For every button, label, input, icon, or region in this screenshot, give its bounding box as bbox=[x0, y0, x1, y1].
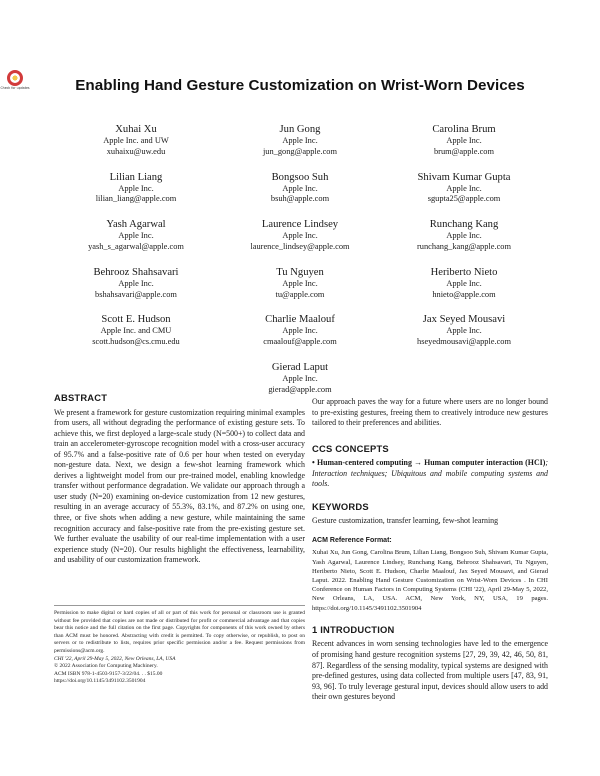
ccs-primary: Human-centered computing → Human computer interaction (HCI) bbox=[316, 458, 546, 468]
author-name: Shivam Kumar Gupta bbox=[417, 171, 511, 183]
author-email: laurence_lindsey@apple.com bbox=[250, 241, 350, 251]
author-email: xuhaixu@uw.edu bbox=[106, 146, 166, 156]
author-email: cmaalouf@apple.com bbox=[263, 337, 337, 347]
author-name: Heriberto Nieto bbox=[430, 266, 498, 278]
reference-format-text: Xuhai Xu, Jun Gong, Carolina Brum, Lilian Liang, Bongsoo Suh, Shivam Kumar Gupta, Yash Agarwal, Laurence Lindsey, Runchang Kang, Behrooz Shahsavari, Tu Nguyen, Heriberto Nieto, Scott E. Hudson, Charlie Maalouf, Jax Seyed Mousavi, and Gierad Laput. 2022. Enabling Hand Gesture Customization on Wrist-Worn Devices . In CHI Conference on Human Factors in Computing Systems (CHI '22), April 29-May 5, 2022, New Orleans, LA, USA. ACM, New York, NY, USA, 19 pages. https://doi.org/10.1145/3491102.3501904 bbox=[312, 549, 548, 612]
author bbox=[382, 313, 546, 348]
author-email: jun_gong@apple.com bbox=[262, 146, 337, 156]
author-name: Runchang Kang bbox=[429, 219, 499, 231]
author-name: Jax Seyed Mousavi bbox=[422, 314, 506, 326]
author-name: Scott E. Hudson bbox=[101, 314, 171, 326]
author bbox=[218, 123, 382, 158]
author-name: Jun Gong bbox=[279, 124, 321, 135]
doi-link[interactable]: https://doi.org/10.1145/3491102.3501904 bbox=[54, 678, 146, 685]
author-affiliation: Apple Inc. bbox=[118, 183, 154, 193]
author-email: runchang_kang@apple.com bbox=[417, 241, 511, 251]
author-name: Bongsoo Suh bbox=[271, 171, 329, 183]
ccs-bullet: • bbox=[312, 458, 315, 468]
author-name: Yash Agarwal bbox=[106, 219, 166, 231]
author-name: Laurence Lindsey bbox=[261, 219, 339, 231]
author bbox=[218, 313, 382, 348]
author bbox=[54, 123, 218, 158]
author-name: Charlie Maalouf bbox=[265, 314, 335, 326]
author bbox=[382, 266, 546, 301]
author-affiliation: Apple Inc. bbox=[446, 278, 482, 288]
author-affiliation: Apple Inc. bbox=[118, 278, 154, 288]
author-affiliation: Apple Inc. bbox=[282, 136, 318, 145]
introduction-text: Recent advances in worn sensing technologies have led to the emergence of promising hand gesture recognition systems [27, 29, 39, 42, 46, 50, 81, 87]. Regardless of the sensing modality, typical systems are designed with pre-defined gestures, using data collected from multiple users [47, 83, 91, 93, 96]. To truly leverage gestural input, devices should allow users to add their own gestures beyond bbox=[312, 639, 548, 702]
venue-line: CHI '22, April 29-May 5, 2022, New Orleans, LA, USA bbox=[54, 655, 176, 662]
author-block bbox=[54, 123, 546, 396]
keywords-text: Gesture customization, transfer learning, few-shot learning bbox=[312, 516, 499, 526]
isbn-line: ACM ISBN 978-1-4503-9157-3/22/04. . . $15.00 bbox=[54, 670, 163, 677]
reference-format-heading: ACM Reference Format: bbox=[312, 536, 392, 544]
keywords-heading: KEYWORDS bbox=[312, 500, 369, 512]
author bbox=[382, 171, 546, 206]
ccs-section bbox=[312, 444, 548, 490]
paper-title: Enabling Hand Gesture Customization on Wrist-Worn Devices bbox=[75, 77, 525, 94]
ccs-secondary: ; Interaction techniques; Ubiquitous and mobile computing systems and tools. bbox=[312, 458, 548, 489]
author-name: Lilian Liang bbox=[109, 171, 163, 183]
left-column bbox=[54, 393, 305, 566]
author bbox=[54, 218, 218, 253]
right-column bbox=[312, 397, 548, 703]
author bbox=[382, 123, 546, 158]
author-name: Gierad Laput bbox=[271, 361, 329, 373]
copyright-line: © 2022 Association for Computing Machinery. bbox=[54, 663, 158, 670]
author-name: Xuhai Xu bbox=[115, 124, 157, 135]
author-affiliation: Apple Inc. and CMU bbox=[100, 326, 172, 336]
badge-label: Check for updates bbox=[0, 86, 30, 90]
author-affiliation: Apple Inc. bbox=[282, 278, 318, 288]
author bbox=[54, 266, 218, 301]
author-affiliation: Apple Inc. bbox=[446, 136, 482, 145]
author-email: hseyedmousavi@apple.com bbox=[417, 337, 511, 347]
author-email: lilian_liang@apple.com bbox=[95, 194, 177, 204]
author-email: bsuh@apple.com bbox=[270, 194, 330, 204]
author bbox=[218, 266, 382, 301]
ccs-concepts bbox=[312, 458, 548, 490]
author-affiliation: Apple Inc. bbox=[282, 373, 318, 383]
author-email: tu@apple.com bbox=[275, 289, 325, 299]
abstract-heading: ABSTRACT bbox=[54, 392, 108, 403]
introduction-heading: 1 INTRODUCTION bbox=[312, 623, 395, 635]
keywords-section bbox=[312, 502, 548, 527]
author-affiliation: Apple Inc. bbox=[118, 231, 154, 241]
author-email: bshahsavari@apple.com bbox=[95, 289, 177, 299]
author-email: scott.hudson@cs.cmu.edu bbox=[92, 337, 180, 347]
author bbox=[382, 218, 546, 253]
introduction-section bbox=[312, 625, 548, 703]
author-affiliation: Apple Inc. bbox=[282, 183, 318, 193]
ccs-heading: CCS CONCEPTS bbox=[312, 442, 389, 454]
permission-text: Permission to make digital or hard copies of all or part of this work for personal or classroom use is granted without fee provided that copies are not made or distributed for profit or commercial advantage and that copies bear this notice and the full citation on the first page. Copyrights for components of this work owned by others than ACM must be honored. Abstracting with credit is permitted. To copy otherwise, or republish, to post on servers or to redistribute to lists, requires prior specific permission and/or a fee. Request permissions from permissions@acm.org. bbox=[54, 610, 305, 654]
author-email: gierad@apple.com bbox=[268, 384, 332, 394]
author-affiliation: Apple Inc. bbox=[446, 183, 482, 193]
author-affiliation: Apple Inc. and UW bbox=[103, 136, 169, 145]
permission-notice bbox=[54, 605, 305, 686]
author-affiliation: Apple Inc. bbox=[282, 231, 318, 241]
author-affiliation: Apple Inc. bbox=[446, 231, 482, 241]
author bbox=[218, 218, 382, 253]
author-email: hnieto@apple.com bbox=[432, 289, 496, 299]
author-email: yash_s_agarwal@apple.com bbox=[88, 241, 184, 251]
author-email: brum@apple.com bbox=[433, 146, 495, 156]
author-name: Behrooz Shahsavari bbox=[93, 266, 179, 278]
author bbox=[54, 171, 218, 206]
author-email: sgupta25@apple.com bbox=[427, 194, 501, 204]
author-affiliation: Apple Inc. bbox=[282, 326, 318, 336]
author bbox=[54, 313, 218, 348]
abstract-text: We present a framework for gesture customization requiring minimal examples from users, all without degrading the performance of existing gesture sets. To achieve this, we first deployed a large-scale study (N=500+) to collect data and train an accelerometer-gyroscope recognition model with a cross-user accuracy of 95.7% and a false-positive rate of 0.6 per hour when tested on everyday non-gesture data. Next, we design a few-shot learning framework which derives a lightweight model from our pre-trained model, enabling knowledge transfer without performance degradation. We validate our approach through a user study (N=20) examining on-device customization from 12 new gestures, resulting in an average accuracy of 55.3%, 83.1%, and 87.2% on using one, three, or five shots when adding a new gesture, while maintaining the same recognition accuracy and false-positive rate from the pre-existing gesture set. We further evaluate the usability of our real-time implementation with a user experience study (N=20). Our results highlight the effectiveness, learnability, and usability of our customization framework. bbox=[54, 407, 305, 565]
author-name: Carolina Brum bbox=[432, 124, 496, 135]
author bbox=[218, 171, 382, 206]
author-affiliation: Apple Inc. bbox=[446, 326, 482, 336]
author bbox=[218, 361, 382, 396]
author-name: Tu Nguyen bbox=[276, 266, 324, 278]
abstract-continued: Our approach paves the way for a future where users are no longer bound to pre-existing gestures, freeing them to creatively introduce new gestures tailored to their preferences and abilities. bbox=[312, 397, 548, 428]
